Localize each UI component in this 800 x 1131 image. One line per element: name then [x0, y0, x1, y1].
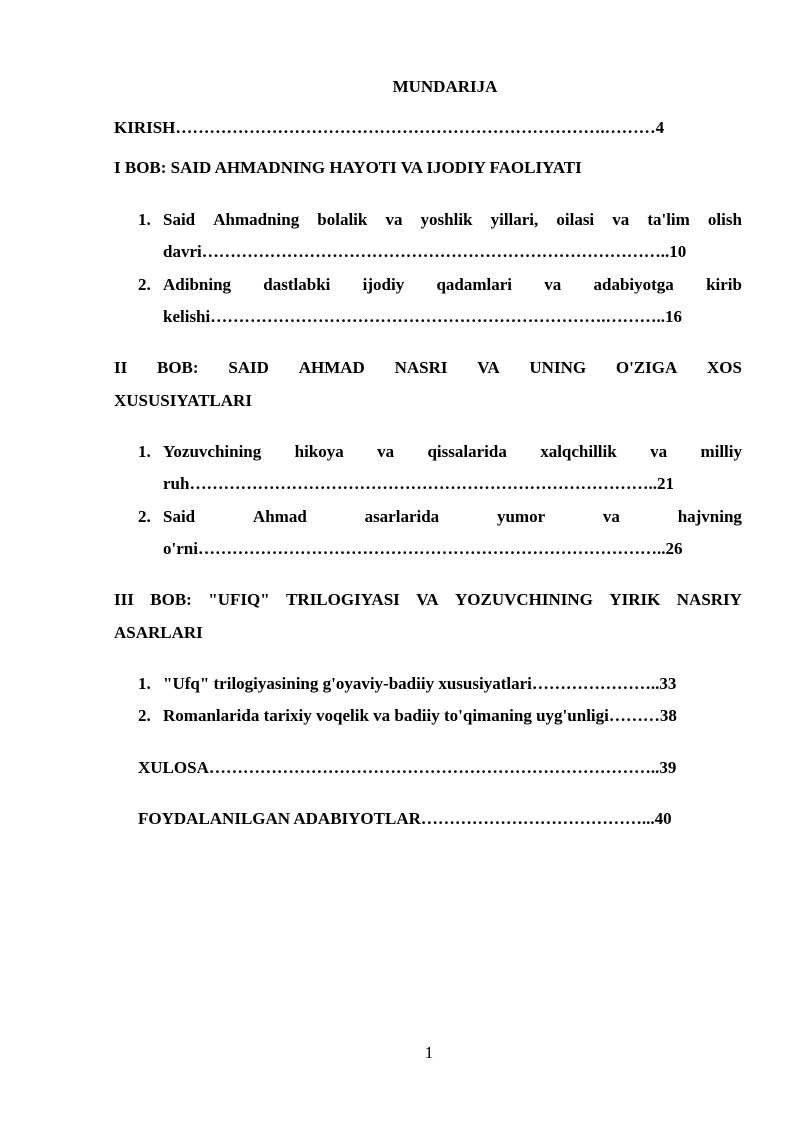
chapter-3-heading-line2: ASARLARI	[114, 623, 203, 642]
chapter-2-heading-line2: XUSUSIYATLARI	[114, 391, 252, 410]
word: ijodiy	[362, 275, 405, 294]
word: va	[602, 507, 620, 526]
chapter-1-item-1-line1	[163, 210, 742, 230]
word: olish	[707, 210, 742, 229]
word: yillari,	[490, 210, 539, 229]
word: YOZUVCHINING	[455, 590, 593, 609]
word: VA	[477, 358, 500, 377]
word: NASRI	[394, 358, 448, 377]
word: oilasi	[556, 210, 595, 229]
chapter-2-item-1-number: 1.	[138, 442, 151, 461]
word: qissalarida	[427, 442, 507, 461]
word: YIRIK	[609, 590, 661, 609]
chapter-3-item-1: "Ufq" trilogiyasining g'oyaviy-badiiy xususiyatlari…………………..33	[163, 674, 677, 693]
word: kirib	[706, 275, 742, 294]
word: UNING	[529, 358, 587, 377]
chapter-2-item-1-line2: ruh………………………………………………………………………..21	[163, 474, 674, 493]
word: Ahmad	[252, 507, 307, 526]
toc-entry-references: FOYDALANILGAN ADABIYOTLAR…………………………………...40	[138, 809, 672, 828]
word: Said	[163, 210, 196, 229]
word: Ahmadning	[213, 210, 300, 229]
word: VA	[416, 590, 439, 609]
word: yumor	[496, 507, 546, 526]
word: III	[114, 590, 134, 609]
word: Yozuvchining	[163, 442, 262, 461]
chapter-2-item-2-line2: o'rni………………………………………………………………………..26	[163, 539, 683, 558]
word: hikoya	[294, 442, 344, 461]
word: XOS	[707, 358, 742, 377]
word: Adibning	[163, 275, 232, 294]
chapter-2-item-2-number: 2.	[138, 507, 151, 526]
word: Said	[163, 507, 196, 526]
word: va	[612, 210, 630, 229]
chapter-1-item-2-line2: kelishi…………………………………………………………….………..16	[163, 307, 682, 326]
chapter-1-item-2-line1	[163, 275, 742, 295]
word: adabiyotga	[593, 275, 674, 294]
word: va	[544, 275, 562, 294]
word: II	[114, 358, 128, 377]
word: BOB:	[150, 590, 192, 609]
chapter-3-heading-line1	[114, 590, 742, 610]
chapter-2-item-1-line1	[163, 442, 742, 462]
word: dastlabki	[263, 275, 331, 294]
chapter-1-item-1-number: 1.	[138, 210, 151, 229]
page-number: 1	[424, 1043, 434, 1062]
word: qadamlari	[436, 275, 513, 294]
chapter-2-item-2-line1	[163, 507, 742, 527]
word: yoshlik	[420, 210, 473, 229]
word: xalqchillik	[540, 442, 617, 461]
word: SAID	[228, 358, 269, 377]
word: "UFIQ"	[208, 590, 270, 609]
word: NASRIY	[676, 590, 742, 609]
toc-entry-kirish: KIRISH………………………………………………………………….………4	[114, 118, 665, 137]
word: asarlarida	[364, 507, 440, 526]
toc-entry-xulosa: XULOSA……………………………………………………………………..39	[138, 758, 677, 777]
word: bolalik	[317, 210, 368, 229]
chapter-3-item-2-number: 2.	[138, 706, 151, 725]
chapter-3-item-1-number: 1.	[138, 674, 151, 693]
chapter-2-heading-line1	[114, 358, 742, 378]
chapter-1-item-1-line2: davri………………………………………………………………………..10	[163, 242, 687, 261]
word: TRILOGIYASI	[286, 590, 400, 609]
chapter-1-heading: I BOB: SAID AHMADNING HAYOTI VA IJODIY FAOLIYATI	[114, 158, 582, 177]
word: hajvning	[677, 507, 742, 526]
word: va	[377, 442, 395, 461]
word: ta'lim	[647, 210, 690, 229]
word: va	[650, 442, 668, 461]
word: milliy	[700, 442, 742, 461]
chapter-3-item-2: Romanlarida tarixiy voqelik va badiiy to'qimaning uyg'unligi………38	[163, 706, 677, 725]
chapter-1-item-2-number: 2.	[138, 275, 151, 294]
word: O'ZIGA	[615, 358, 678, 377]
word: AHMAD	[298, 358, 365, 377]
word: BOB:	[157, 358, 199, 377]
toc-title: MUNDARIJA	[392, 77, 498, 96]
word: va	[385, 210, 403, 229]
